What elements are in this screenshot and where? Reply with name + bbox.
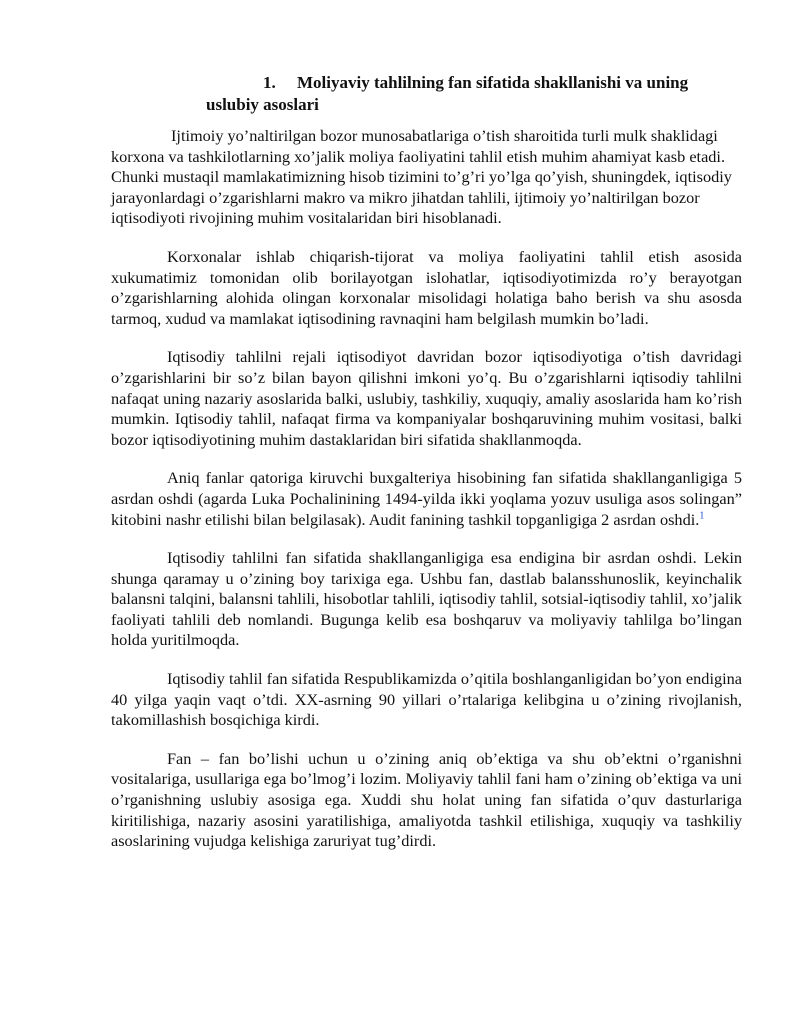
paragraph-4-text: Aniq fanlar qatoriga kiruvchi buxgalteriya hisobining fan sifatida shakllanganligiga 5 asrdan oshdi (agarda Luka Pochalinining 1494-yilda ikki yoqlama yozuv usuliga asos solingan” kitobini nashr etilishi bilan belgilasak). Audit fanining tashkil topganligiga 2 asrdan oshdi.	[111, 468, 742, 529]
heading-number: 1.	[263, 73, 276, 92]
paragraph-4	[111, 468, 742, 530]
paragraph-2: Korxonalar ishlab chiqarish-tijorat va moliya faoliyatini tahlil etish asosida xukumatimiz tomonidan olib borilayotgan islohatlar, iqtisodiyotimizda ro’y berayotgan o’zgarishlarning alohida olingan korxonalar misolidagi holatiga baho berish va shu asosda tarmoq, xudud va mamlakat iqtisodining ravnaqini ham belgilash mumkin bo’ladi.	[111, 246, 742, 328]
heading-text-1: Moliyaviy tahlilning fan sifatida shakllanishi va uning	[297, 73, 689, 92]
section-heading	[111, 72, 742, 116]
footnote-link[interactable]: 1	[699, 510, 705, 522]
heading-line-1	[111, 72, 742, 94]
paragraph-5: Iqtisodiy tahlilni fan sifatida shakllanganligiga esa endigina bir asrdan oshdi. Lekin shunga qaramay u o’zining boy tarixiga ega. Ushbu fan, dastlab balansshunoslik, keyinchalik balansni talqini, balansni tahlili, hisobotlar tahlili, iqtisodiy tahlil, sotsial-iqtisodiy tahlil, xo’jalik faoliyati tahlili deb nomlandi. Bugunga kelib esa boshqaruv va moliyaviy tahlilga bo’lingan holda yuritilmoqda.	[111, 548, 742, 650]
paragraph-7: Fan – fan bo’lishi uchun u o’zining aniq ob’ektiga va shu ob’ektni o’rganishni vositalariga, usullariga ega bo’lmog’i lozim. Moliyaviy tahlil fani ham o’zining ob’ektiga va uni o’rganishning uslubiy asosiga ega. Xuddi shu holat uning fan sifatida o’quv dasturlariga kiritilishiga, nazariy asosini yaratilishiga, amaliyotda tashkil etilishiga, xuquqiy va tashkiliy asoslarining vujudga kelishiga zaruriyat tug’dirdi.	[111, 748, 742, 851]
paragraph-6: Iqtisodiy tahlil fan sifatida Respublikamizda o’qitila boshlanganligidan bo’yon endigina 40 yilga yaqin vaqt o’tdi. XX-asrning 90 yillari o’rtalariga kelibgina u o’zining rivojlanish, takomillashish bosqichiga kirdi.	[111, 669, 742, 730]
document-page	[111, 72, 742, 870]
paragraph-3: Iqtisodiy tahlilni rejali iqtisodiyot davridan bozor iqtisodiyotiga o’tish davridagi o’zgarishlarini bir so’z bilan bayon qilishni imkoni yo’q. Bu o’zgarishlarni iqtisodiy tahlilni nafaqat uning nazariy asoslarida balki, uslubiy, tashkiliy, xuquqiy, amaliy asoslarida ham ko’rish mumkin. Iqtisodiy tahlil, nafaqat firma va kompaniyalar boshqaruvining muhim vositasi, balki bozor iqtisodiyotining muhim dastaklaridan biri sifatida shakllanmoqda.	[111, 347, 742, 449]
paragraph-1: Ijtimoiy yo’naltirilgan bozor munosabatlariga o’tish sharoitida turli mulk shaklidagi korxona va tashkilotlarning xo’jalik moliya faoliyatini tahlil etish muhim ahamiyat kasb etadi. Chunki mustaqil mamlakatimizning hisob tizimini to’g’ri yo’lga qo’yish, shuningdek, iqtisodiy jarayonlardagi o’zgarishlarni makro va mikro jihatdan tahlili, ijtimoiy yo’naltirilgan bozor iqtisodiyoti rivojining muhim vositalaridan biri hisoblanadi.	[111, 126, 732, 228]
heading-line-2: uslubiy asoslari	[206, 95, 319, 114]
